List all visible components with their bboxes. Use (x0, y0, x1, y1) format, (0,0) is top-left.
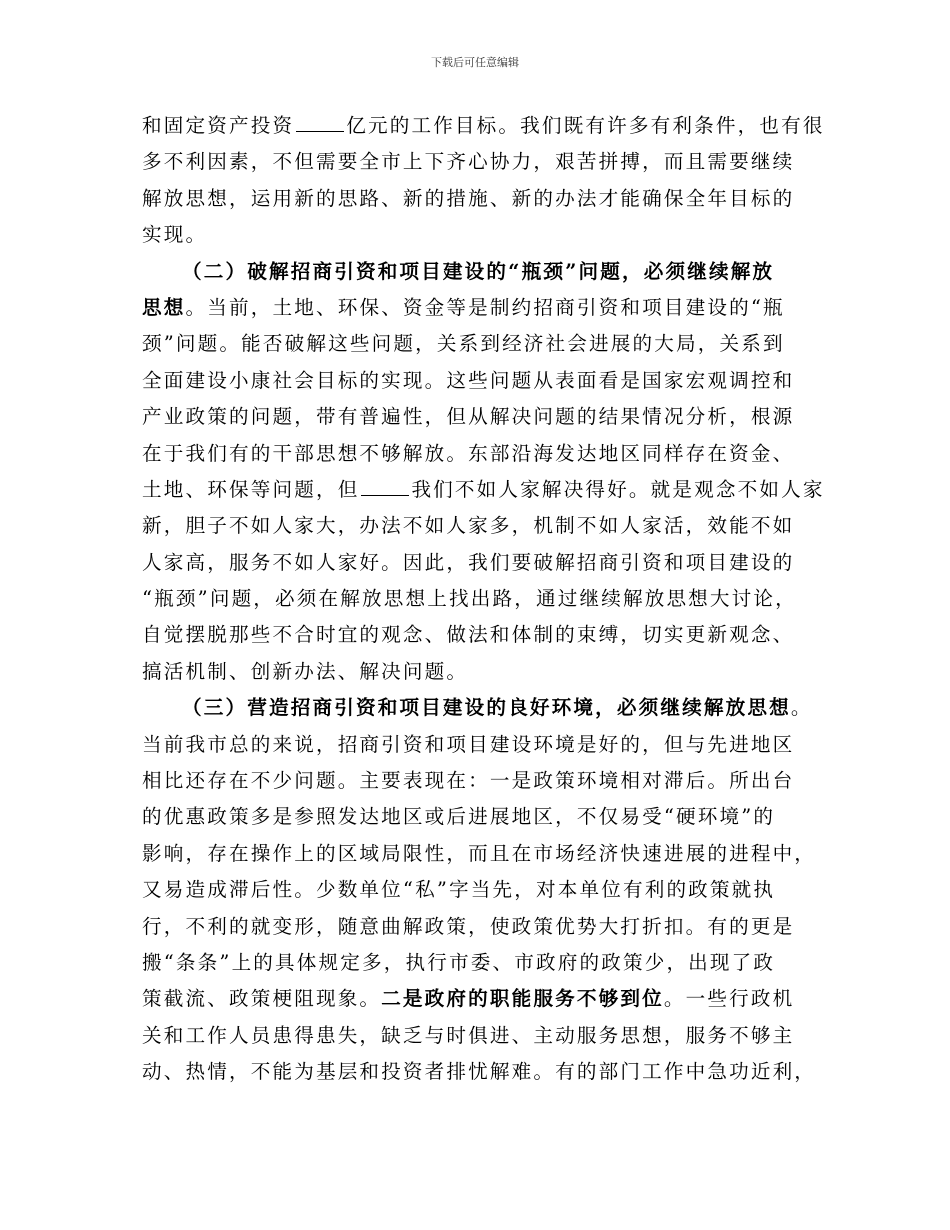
text-segment: 当前我市总的来说，招商引资和项目建设环境是好的，但与先进地区 (142, 732, 795, 756)
text-segment: 和固定资产投资 (142, 114, 295, 137)
text-segment: 产业政策的问题，带有普遍性，但从解决问题的结果情况分析，根源 (142, 405, 795, 429)
text-line (142, 799, 832, 835)
text-line (142, 981, 832, 1017)
text-line (142, 872, 832, 908)
text-segment: 颈”问题。能否破解这些问题，关系到经济社会进展的大局，关系到 (142, 332, 785, 356)
fill-in-blank (296, 130, 344, 132)
text-line (142, 617, 832, 653)
text-segment: 人家高，服务不如人家好。因此，我们要破解招商引资和项目建设的 (142, 550, 795, 574)
text-line (142, 763, 832, 799)
text-line (142, 727, 832, 763)
text-segment: 关和工作人员患得患失，缺乏与时俱进、主动服务思想，服务不够主 (142, 1023, 795, 1047)
text-segment: 影响，存在操作上的区域局限性，而且在市场经济快速进展的进程中， (142, 841, 817, 865)
text-segment: 亿元的工作目标。我们既有许多有利条件，也有很 (346, 114, 825, 137)
fill-in-blank (361, 494, 409, 496)
text-line (142, 326, 832, 362)
text-line (142, 654, 832, 690)
text-line (142, 144, 832, 180)
bold-text-segment: （三）营造招商引资和项目建设的良好环境，必须继续解放思想 (182, 696, 791, 720)
text-line (142, 217, 832, 253)
text-segment: 。 (790, 696, 813, 720)
text-segment: 我们不如人家解决得好。就是观念不如人家 (411, 477, 825, 501)
text-segment: 在于我们有的干部思想不够解放。东部沿海发达地区同样存在资金、 (142, 441, 795, 465)
text-line (142, 290, 832, 326)
text-line (142, 254, 832, 290)
text-segment: 又易造成滞后性。少数单位“私”字当先，对本单位有利的政策就执 (142, 878, 776, 902)
text-line (142, 581, 832, 617)
text-segment: 自觉摆脱那些不合时宜的观念、做法和体制的束缚，切实更新观念、 (142, 623, 795, 647)
text-segment: 搞活机制、创新办法、解决问题。 (142, 659, 469, 683)
text-line (142, 363, 832, 399)
text-line (142, 508, 832, 544)
text-segment: 。一些行政机 (663, 987, 795, 1011)
text-line (142, 399, 832, 435)
text-segment: 策截流、政策梗阻现象。 (142, 987, 382, 1011)
text-line (142, 1018, 832, 1054)
text-segment: 全面建设小康社会目标的实现。这些问题从表面看是国家宏观调控和 (142, 368, 795, 392)
text-segment: 搬“条条”上的具体规定多，执行市委、市政府的政策少，出现了政 (142, 950, 776, 974)
text-line (142, 836, 832, 872)
text-segment: 。当前，土地、环保、资金等是制约招商引资和项目建设的“瓶 (185, 295, 785, 319)
bold-text-segment: 思想 (142, 295, 186, 319)
text-segment: 实现。 (142, 223, 208, 247)
document-body (142, 108, 832, 1091)
text-segment: 多不利因素，不但需要全市上下齐心协力，艰苦拼搏，而且需要继续 (142, 150, 795, 174)
bold-text-segment: 二是政府的职能服务不够到位 (381, 987, 664, 1011)
text-segment: 的优惠政策多是参照发达地区或后进展地区，不仅易受“硬环境”的 (142, 805, 776, 829)
text-segment: 解放思想，运用新的思路、新的措施、新的办法才能确保全年目标的 (142, 186, 795, 210)
text-line (142, 181, 832, 217)
text-segment: 动、热情，不能为基层和投资者排忧解难。有的部门工作中急功近利， (142, 1060, 817, 1084)
text-line (142, 472, 832, 508)
text-line (142, 690, 832, 726)
text-line (142, 1054, 832, 1090)
text-line (142, 436, 832, 472)
text-line (142, 545, 832, 581)
text-line (142, 108, 832, 144)
text-segment: “瓶颈”问题，必须在解放思想上找出路，通过继续解放思想大讨论， (142, 587, 797, 611)
text-segment: 土地、环保等问题，但 (142, 477, 360, 501)
text-line (142, 909, 832, 945)
page-header: 下载后可任意编辑 (431, 56, 519, 69)
text-segment: 相比还存在不少问题。主要表现在：一是政策环境相对滞后。所出台 (142, 769, 795, 793)
text-segment: 新，胆子不如人家大，办法不如人家多，机制不如人家活，效能不如 (142, 514, 795, 538)
bold-text-segment: （二）破解招商引资和项目建设的“瓶颈”问题，必须继续解放 (182, 259, 775, 283)
text-segment: 行，不利的就变形，随意曲解政策，使政策优势大打折扣。有的更是 (142, 914, 795, 938)
text-line (142, 945, 832, 981)
